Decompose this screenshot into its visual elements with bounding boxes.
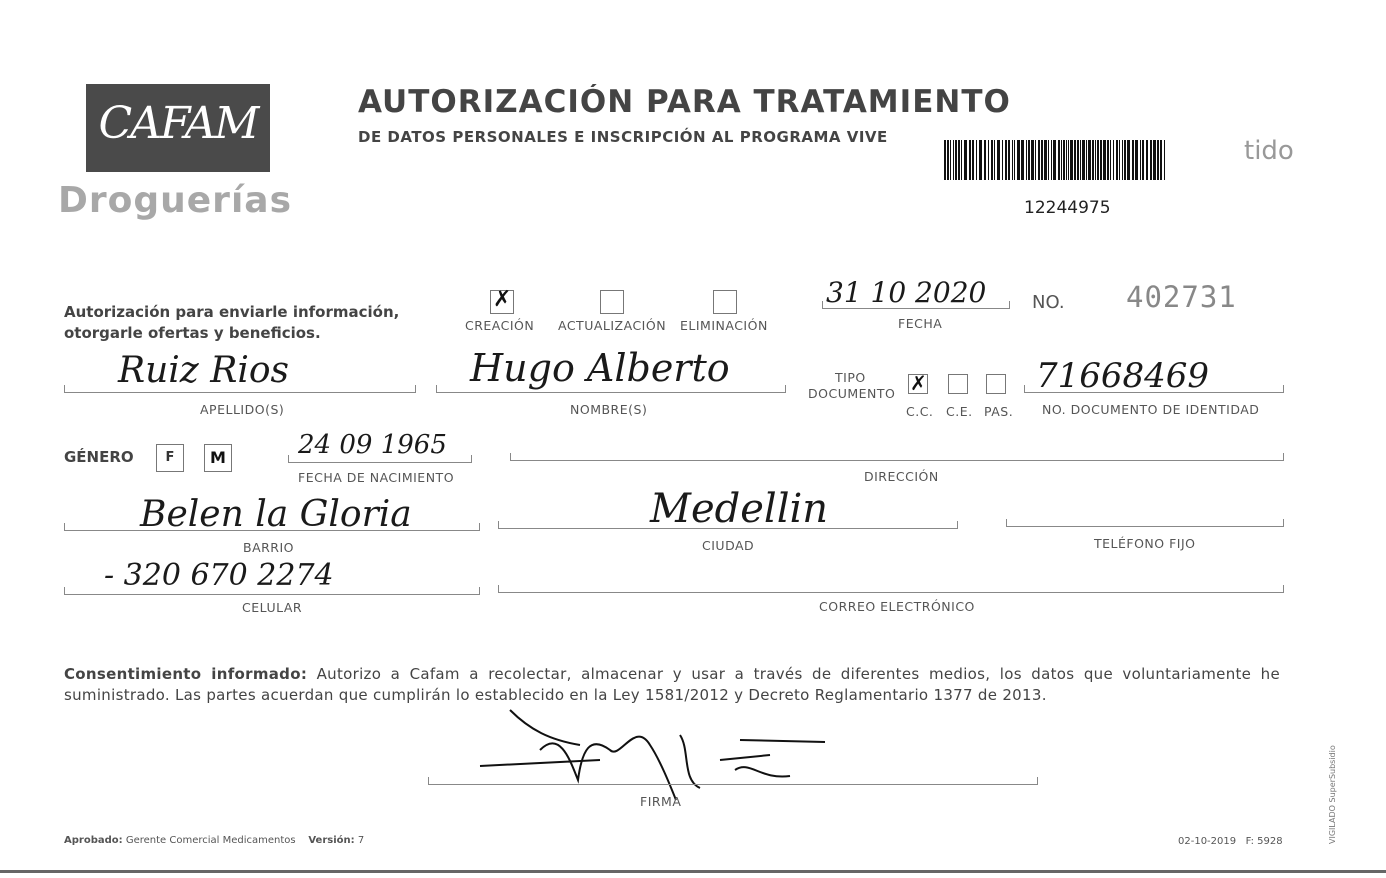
version-value: 7 (357, 835, 365, 846)
no-label: NO. (1032, 292, 1065, 313)
apellidos-line (64, 392, 416, 393)
corner-text: tido (1244, 136, 1294, 166)
ciudad-value[interactable]: Medellin (650, 486, 829, 532)
direccion-line[interactable] (510, 460, 1284, 461)
correo-label: CORREO ELECTRÓNICO (819, 599, 975, 614)
approved-label: Aprobado: (64, 835, 123, 846)
form-number: 402731 (1126, 280, 1237, 314)
bottom-border (0, 870, 1386, 873)
documento-number-line (1024, 392, 1284, 393)
footer-approved (64, 835, 364, 846)
documento-number-label: NO. DOCUMENTO DE IDENTIDAD (1042, 402, 1260, 417)
telefono-label: TELÉFONO FIJO (1094, 536, 1196, 551)
fecha-value[interactable]: 31 10 2020 (826, 276, 987, 309)
ce-checkbox[interactable] (948, 374, 968, 394)
firma-line[interactable] (428, 784, 1038, 785)
consent-text: Autorizo a Cafam a recolectar, almacenar y usar a través de diferentes medios, los datos que voluntariamente he suministrado. Las partes acuerdan que cumplirán lo establecido en la Ley 1581/2012 y Decreto Reglamentario 1377 de 2013. (64, 665, 1280, 704)
pas-label: PAS. (984, 404, 1014, 419)
actualizacion-label: ACTUALIZACIÓN (558, 318, 667, 333)
celular-value[interactable]: - 320 670 2274 (104, 558, 334, 593)
genero-m-checkbox[interactable]: M (204, 444, 232, 472)
fecha-label: FECHA (898, 316, 943, 331)
cc-checkbox[interactable] (908, 371, 928, 395)
nacimiento-label: FECHA DE NACIMIENTO (298, 470, 455, 485)
barrio-value[interactable]: Belen la Gloria (140, 494, 412, 535)
correo-line[interactable] (498, 592, 1284, 593)
authorization-text (64, 302, 399, 344)
footer-code: 02-10-2019 F: 5928 (1178, 836, 1283, 847)
celular-line (64, 594, 480, 595)
vigilado-vertical-text: VIGILADO SuperSubsidio (1328, 745, 1337, 844)
documento-label: DOCUMENTO (808, 386, 896, 401)
nombres-line (436, 392, 786, 393)
direccion-label: DIRECCIÓN (864, 469, 939, 484)
creacion-checkbox[interactable] (490, 287, 514, 314)
documento-number-value[interactable]: 71668469 (1036, 356, 1210, 396)
creacion-label: CREACIÓN (465, 318, 535, 333)
nombres-value[interactable]: Hugo Alberto (470, 346, 730, 390)
cc-label: C.C. (906, 404, 934, 419)
genero-f-checkbox[interactable]: F (156, 444, 184, 472)
barcode (944, 140, 1168, 180)
apellidos-value[interactable]: Ruiz Rios (118, 350, 289, 391)
authorization-line-1: Autorización para enviarle información, (64, 303, 400, 321)
eliminacion-checkbox[interactable] (713, 290, 737, 314)
apellidos-label: APELLIDO(S) (200, 402, 285, 417)
telefono-line[interactable] (1006, 526, 1284, 527)
tipo-label: TIPO (835, 370, 866, 385)
genero-label: GÉNERO (64, 448, 134, 466)
ce-label: C.E. (946, 404, 973, 419)
form-subtitle: DE DATOS PERSONALES E INSCRIPCIÓN AL PROGRAMA VIVE (358, 128, 888, 146)
celular-label: CELULAR (242, 600, 303, 615)
ciudad-line (498, 528, 958, 529)
approved-value: Gerente Comercial Medicamentos (125, 835, 296, 846)
fecha-line (822, 308, 1010, 309)
consent-title: Consentimiento informado: (64, 665, 308, 683)
droguerias-logo-text: Droguerías (58, 180, 292, 221)
check-mark-icon: ✗ (910, 371, 927, 395)
firma-label: FIRMA (640, 794, 682, 809)
barrio-line (64, 530, 480, 531)
actualizacion-checkbox[interactable] (600, 290, 624, 314)
cafam-logo-text: CAFAM (98, 98, 258, 149)
eliminacion-label: ELIMINACIÓN (680, 318, 768, 333)
ciudad-label: CIUDAD (702, 538, 755, 553)
signature (470, 690, 830, 810)
authorization-line-2: otorgarle ofertas y beneficios. (64, 324, 321, 342)
nacimiento-value[interactable]: 24 09 1965 (298, 430, 447, 460)
nombres-label: NOMBRE(S) (570, 402, 648, 417)
barrio-label: BARRIO (243, 540, 295, 555)
form-title: AUTORIZACIÓN PARA TRATAMIENTO (358, 84, 1011, 120)
barcode-number: 12244975 (1024, 198, 1111, 218)
check-mark-icon: ✗ (493, 287, 512, 312)
version-label: Versión: (308, 835, 355, 846)
nacimiento-line (288, 462, 472, 463)
pas-checkbox[interactable] (986, 374, 1006, 394)
